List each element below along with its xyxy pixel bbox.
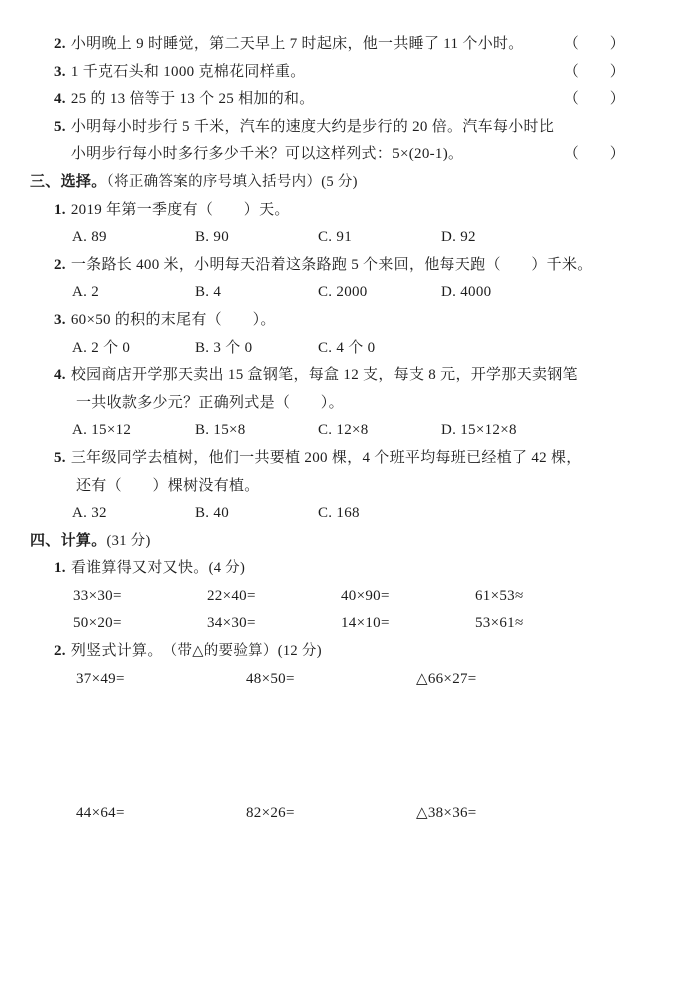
subsection-points: (12 分) <box>277 643 322 660</box>
calc-section-header <box>30 528 675 556</box>
item-text: 小明步行每小时多行多少千米？可以这样列式：5×(20-1)。 <box>70 146 464 163</box>
subsection-note: （带△的要验算） <box>162 643 278 660</box>
choice-option: B. 4 <box>195 284 222 301</box>
choice-option: D. 4000 <box>441 284 492 301</box>
choice-option: B. 90 <box>195 229 230 246</box>
item-number: 1. <box>54 560 66 577</box>
item-text: 25 的 13 倍等于 13 个 25 相加的和。 <box>70 91 315 108</box>
item-number: 2. <box>54 256 66 273</box>
vertical-calc-expression: △66×27= <box>416 670 477 687</box>
answer-bracket: （ ） <box>563 146 625 163</box>
section-title: 三、选择。 <box>30 173 107 190</box>
section-points: (31 分) <box>106 532 151 549</box>
choice-option: C. 12×8 <box>318 422 369 439</box>
choice-option: A. 89 <box>72 229 107 246</box>
item-text: 1 千克石头和 1000 克棉花同样重。 <box>70 63 306 80</box>
choice-stem: 60×50 的积的末尾有（ ）。 <box>70 311 276 328</box>
choice-option: A. 2 个 0 <box>72 339 131 356</box>
subsection-title: 列竖式计算。 <box>70 643 163 660</box>
choice-option: A. 32 <box>72 505 107 522</box>
item-text: 小明每小时步行 5 千米，汽车的速度大约是步行的 20 倍。汽车每小时比 <box>70 118 555 135</box>
item-text: 小明晚上 9 时睡觉，第二天早上 7 时起床，他一共睡了 11 个小时。 <box>70 36 524 52</box>
answer-bracket: （ ） <box>563 36 625 52</box>
vertical-calc-title <box>0 638 675 666</box>
vertical-calc-expression: 82×26= <box>246 805 295 822</box>
choice-option: C. 4 个 0 <box>318 339 376 356</box>
choice-item <box>0 197 675 252</box>
calc-expression: 33×30= <box>73 587 122 604</box>
answer-bracket: （ ） <box>563 63 625 80</box>
choice-option: C. 168 <box>318 505 360 522</box>
choice-option: B. 15×8 <box>195 422 246 439</box>
choice-stem: 校园商店开学那天卖出 15 盒钢笔，每盒 12 支，每支 8 元，开学那天卖钢笔 <box>70 367 578 384</box>
vertical-calc-row <box>76 800 675 828</box>
section-note: （将正确答案的序号填入括号内） <box>106 173 322 190</box>
subsection-points: (4 分) <box>208 560 246 577</box>
choice-option: C. 2000 <box>318 284 368 301</box>
choice-section-header <box>30 169 675 197</box>
section-title: 四、计算。 <box>30 532 107 549</box>
item-number: 3. <box>54 63 66 80</box>
choice-stem: 还有（ ）棵树没有植。 <box>76 477 260 494</box>
oral-calc-title <box>0 555 675 583</box>
vertical-calc-row <box>76 666 675 694</box>
item-number: 1. <box>54 201 66 218</box>
item-number: 4. <box>54 91 66 108</box>
judgement-item <box>0 86 675 114</box>
choice-option: A. 15×12 <box>72 422 132 439</box>
choice-stem: 一条路长 400 米，小明每天沿着这条路跑 5 个来回，他每天跑（ ）千米。 <box>70 256 593 273</box>
choice-item <box>0 252 675 307</box>
item-number: 5. <box>54 449 66 466</box>
vertical-calc-expression: △38×36= <box>416 805 477 822</box>
section-points: (5 分) <box>321 173 358 190</box>
item-number: 3. <box>54 311 66 328</box>
subsection-title: 看谁算得又对又快。 <box>70 560 209 577</box>
item-number: 4. <box>54 367 66 384</box>
vertical-calc-expression: 48×50= <box>246 670 295 687</box>
calc-expression: 53×61≈ <box>475 615 524 632</box>
item-number: 5. <box>54 118 66 135</box>
choice-option: B. 40 <box>195 505 230 522</box>
choice-stem: 2019 年第一季度有（ ）天。 <box>70 201 290 218</box>
calc-expression: 50×20= <box>73 615 122 632</box>
calc-expression: 14×10= <box>341 615 390 632</box>
calc-expression: 61×53≈ <box>475 587 524 604</box>
choice-option: A. 2 <box>72 284 100 301</box>
oral-calc-row <box>73 583 675 611</box>
vertical-calc-expression: 44×64= <box>76 805 125 822</box>
calc-expression: 22×40= <box>207 587 256 604</box>
oral-calc-row <box>73 610 675 638</box>
calc-expression: 40×90= <box>341 587 390 604</box>
choice-stem: 三年级同学去植树，他们一共要植 200 棵，4 个班平均每班已经植了 42 棵， <box>70 449 582 466</box>
choice-item <box>0 445 675 528</box>
choice-option: D. 92 <box>441 229 476 246</box>
item-number: 2. <box>54 36 66 52</box>
calc-expression: 34×30= <box>207 615 256 632</box>
judgement-item <box>0 114 675 169</box>
choice-stem: 一共收款多少元？正确列式是（ ）。 <box>76 394 344 411</box>
judgement-item <box>0 31 675 59</box>
vertical-calc-expression: 37×49= <box>76 670 125 687</box>
choice-option: D. 15×12×8 <box>441 422 517 439</box>
answer-bracket: （ ） <box>563 91 625 108</box>
judgement-item <box>0 59 675 87</box>
choice-option: C. 91 <box>318 229 353 246</box>
choice-option: B. 3 个 0 <box>195 339 253 356</box>
item-number: 2. <box>54 643 66 660</box>
choice-item <box>0 307 675 362</box>
choice-item <box>0 362 675 445</box>
